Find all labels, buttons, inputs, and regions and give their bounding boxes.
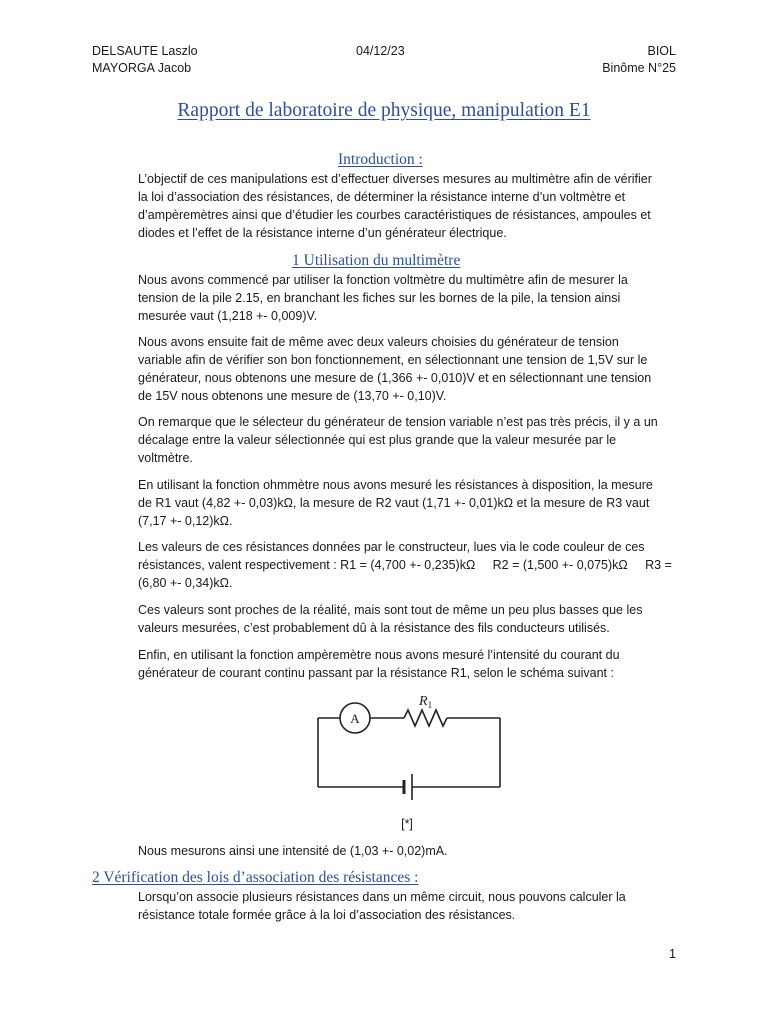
page-number: 1 <box>669 947 676 961</box>
section-heading-multimetre: 1 Utilisation du multimètre <box>292 252 461 269</box>
author-name: DELSAUTE Laszlo <box>92 44 198 58</box>
paragraph <box>138 413 678 467</box>
text-line: diodes et l’effet de la résistance interne d’un générateur électrique. <box>138 226 507 240</box>
paragraph <box>138 646 678 682</box>
text-line: décalage entre la valeur sélectionnée qui est plus grande que la valeur mesurée par le <box>138 433 617 447</box>
text-line: générateur, nous obtenons une mesure de (1,366 +- 0,010)V et en sélectionnant une tension <box>138 371 652 385</box>
course-code: BIOL <box>647 44 676 58</box>
text-line: Enfin, en utilisant la fonction ampèremètre nous avons mesuré l’intensité du courant du <box>138 648 620 662</box>
text-line: de R1 vaut (4,82 +- 0,03)kΩ, la mesure de R2 vaut (1,71 +- 0,01)kΩ et la mesure de R3 vaut <box>138 496 650 510</box>
text-line: L’objectif de ces manipulations est d’effectuer diverses mesures au multimètre afin de vérifier <box>138 172 652 186</box>
section-heading-association: 2 Vérification des lois d’association des résistances : <box>92 869 419 886</box>
text-line: générateur de courant continu passant par la résistance R1, selon le schéma suivant : <box>138 666 614 680</box>
text-line: valeurs mesurées, c’est probablement dû à la résistance des fils conducteurs utilisés. <box>138 621 610 635</box>
text-line: de 15V nous obtenons une mesure de (13,70 +- 0,10)V. <box>138 389 447 403</box>
figure-caption: [*] <box>401 817 413 831</box>
header-group <box>602 43 676 77</box>
header-authors <box>92 43 198 77</box>
circuit-diagram <box>300 688 520 838</box>
text-line: Lorsqu’on associe plusieurs résistances dans un même circuit, nous pouvons calculer la <box>138 890 626 904</box>
text-line: (6,80 +- 0,34)kΩ. <box>138 576 233 590</box>
paragraph <box>138 888 678 924</box>
paragraph <box>138 842 678 860</box>
page-title: Rapport de laboratoire de physique, manipulation E1 <box>177 100 591 121</box>
group-number: Binôme N°25 <box>602 61 676 75</box>
text-line: variable afin de vérifier son bon fonctionnement, en sélectionnant une tension de 1,5V sur le <box>138 353 648 367</box>
text-line: la loi d’association des résistances, de déterminer la résistance interne d’un voltmètre et <box>138 190 626 204</box>
text-line: On remarque que le sélecteur du générateur de tension variable n’est pas très précis, il y a un <box>138 415 658 429</box>
paragraph <box>138 271 678 325</box>
text-line: résistances, valent respectivement : R1 = (4,700 +- 0,235)kΩ R2 = (1,500 +- 0,075)kΩ R3 = <box>138 558 672 572</box>
text-line: mesurée vaut (1,218 +- 0,009)V. <box>138 309 318 323</box>
text-line: En utilisant la fonction ohmmètre nous avons mesuré les résistances à disposition, la mesure <box>138 478 653 492</box>
text-line: Nous avons ensuite fait de même avec deux valeurs choisies du générateur de tension <box>138 335 619 349</box>
text-line: (7,17 +- 0,12)kΩ. <box>138 514 233 528</box>
text-line: Nous avons commencé par utiliser la fonction voltmètre du multimètre afin de mesurer la <box>138 273 628 287</box>
resistor-label-subscript: 1 <box>427 700 433 710</box>
paragraph <box>138 601 678 637</box>
text-line: Nous mesurons ainsi une intensité de (1,03 +- 0,02)mA. <box>138 844 448 858</box>
text-line: Ces valeurs sont proches de la réalité, mais sont tout de même un peu plus basses que les <box>138 603 643 617</box>
header-date: 04/12/23 <box>356 44 405 58</box>
ammeter-label: A <box>350 711 360 726</box>
text-line: tension de la pile 2.15, en branchant les fiches sur les bornes de la pile, la tension ainsi <box>138 291 621 305</box>
resistor-label-letter: R <box>419 694 428 709</box>
author-name: MAYORGA Jacob <box>92 61 192 75</box>
paragraph-introduction <box>138 170 678 242</box>
resistor-symbol <box>404 710 447 726</box>
text-line: d’ampèremètres ainsi que d’étudier les courbes caractéristiques de résistances, ampoules et <box>138 208 651 222</box>
resistor-label <box>418 694 432 710</box>
section-heading-introduction: Introduction : <box>338 151 423 168</box>
text-line: résistance totale formée grâce à la loi d’association des résistances. <box>138 908 516 922</box>
paragraph <box>138 333 678 405</box>
paragraph <box>138 538 678 592</box>
text-line: voltmètre. <box>138 451 193 465</box>
paragraph <box>138 476 678 530</box>
text-line: Les valeurs de ces résistances données par le constructeur, lues via le code couleur de ces <box>138 540 645 554</box>
